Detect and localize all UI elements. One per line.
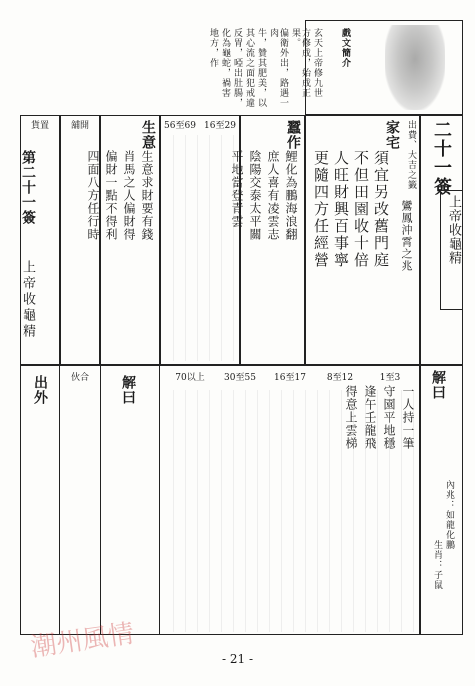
- side-subtitle: 上帝收龜精: [20, 260, 35, 340]
- side-note-1: 內兆：如龍化鵬: [444, 480, 454, 550]
- bottom-age-1: 70以上: [175, 373, 205, 383]
- side-title: 第二十一簽: [20, 150, 36, 225]
- intro-title: 戲文簡介: [340, 28, 350, 68]
- shop-box: [60, 115, 100, 365]
- verse-box: [420, 365, 463, 635]
- age-header-2: 16至29: [204, 121, 236, 131]
- verse-label: 解曰: [430, 370, 446, 400]
- intro-text: 玄天上帝修九世 方修成，始成正果。 偏衛外出，路遇一肉 牛，贊其肥美，以 其心流之面犯戒違 反胃，啞出肚腸， 化為龜蛇，禍害 地方，作: [208, 28, 322, 108]
- deity-illustration: [385, 25, 445, 110]
- side-note-2: 生肖：子鼠: [432, 540, 442, 590]
- bottom-age-5: 1至3: [379, 373, 401, 383]
- crops-label: 蠶作: [285, 120, 301, 150]
- answer-box: [100, 365, 160, 635]
- sign-number: 二十一簽: [431, 120, 452, 196]
- biz-label: 生意: [140, 120, 156, 150]
- home-label: 家宅: [384, 120, 400, 150]
- watermark: 潮州風情: [28, 618, 136, 664]
- verse-text: 一人持一筆 守園平地穩 逢午壬龍飛 得意上雲梯: [344, 385, 415, 450]
- out-box: [20, 365, 60, 635]
- rank-text: 出費、大吉之籤: [406, 120, 416, 190]
- biz-text: 生意求財要有錢 肖馬之人偏財得 偏財一點不得利 四面八方任行時: [86, 150, 154, 241]
- shop-label: 舖開: [70, 121, 89, 131]
- bottom-age-3: 16至17: [274, 373, 306, 383]
- oracle-text: 鸞鳳沖霄之兆: [400, 200, 413, 272]
- age-header-1: 56至69: [164, 121, 196, 131]
- goods-label: 貨置: [30, 121, 49, 131]
- out-label: 出外: [32, 375, 48, 405]
- bottom-age-2: 30至55: [224, 373, 256, 383]
- home-poem: 須宜另改舊門庭 不但田園收十倍 人旺財興百事寧 更隨四方任經營: [312, 150, 390, 269]
- answer-label: 解曰: [120, 375, 136, 405]
- age-table-body: [162, 135, 238, 361]
- banner-text: 上帝收龜精: [446, 195, 461, 265]
- bottom-age-4: 8至12: [326, 373, 354, 383]
- goods-box: [20, 115, 60, 365]
- bottom-age-body: [162, 390, 418, 632]
- page-number: - 21 -: [221, 652, 253, 666]
- crops-text: 鯉化為鵬海浪翻 庶人喜有凌雲志 陰陽交泰太平關 平地當登青雲: [230, 150, 298, 241]
- partner-label: 伙合: [70, 373, 89, 383]
